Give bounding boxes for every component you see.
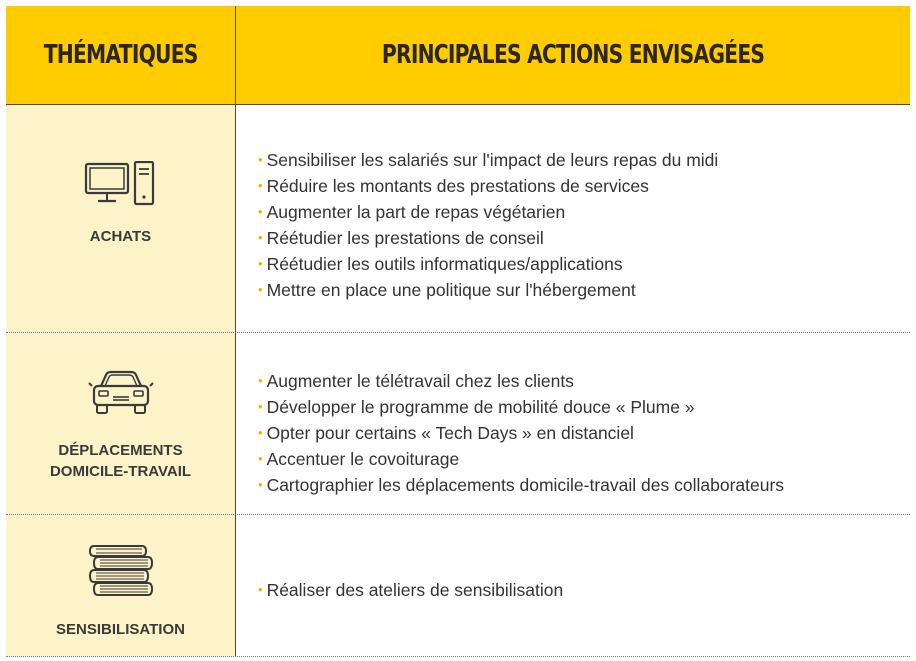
bullet-icon: • bbox=[258, 477, 263, 492]
theme-label: ACHATS bbox=[89, 228, 152, 245]
actions-table bbox=[6, 6, 910, 656]
books-icon bbox=[86, 542, 156, 600]
action-item: • Réétudier les prestations de conseil bbox=[258, 228, 544, 248]
computer-icon bbox=[84, 161, 158, 207]
bullet-icon: • bbox=[258, 373, 263, 388]
action-item: • Réaliser des ateliers de sensibilisation bbox=[258, 580, 564, 600]
action-item: • Développer le programme de mobilité douce « Plume » bbox=[258, 397, 695, 417]
actions-cell bbox=[236, 515, 910, 656]
bullet-icon: • bbox=[258, 582, 263, 597]
action-item: • Réétudier les outils informatiques/applications bbox=[258, 254, 623, 274]
action-item: • Augmenter la part de repas végétarien bbox=[258, 202, 566, 222]
actions-cell bbox=[236, 105, 910, 332]
bullet-icon: • bbox=[258, 399, 263, 414]
action-item: • Sensibiliser les salariés sur l'impact de leurs repas du midi bbox=[258, 150, 719, 170]
action-item: • Augmenter le télétravail chez les clients bbox=[258, 371, 574, 391]
bullet-icon: • bbox=[258, 256, 263, 271]
actions-cell bbox=[236, 333, 910, 514]
bullet-icon: • bbox=[258, 178, 263, 193]
action-item: • Opter pour certains « Tech Days » en distanciel bbox=[258, 423, 634, 443]
actions-list bbox=[258, 369, 784, 499]
table-row-achats bbox=[6, 105, 910, 332]
action-item: • Réduire les montants des prestations de services bbox=[258, 176, 649, 196]
header-actions-cell bbox=[236, 6, 910, 104]
bullet-icon: • bbox=[258, 451, 263, 466]
car-icon bbox=[88, 369, 154, 415]
bullet-icon: • bbox=[258, 282, 263, 297]
table-row-deplacements bbox=[6, 333, 910, 514]
theme-cell bbox=[6, 105, 236, 332]
bullet-icon: • bbox=[258, 230, 263, 245]
theme-cell bbox=[6, 515, 236, 656]
header-themes-label: THÉMATIQUES bbox=[43, 40, 198, 70]
action-item: • Mettre en place une politique sur l'hébergement bbox=[258, 280, 636, 300]
table-header bbox=[6, 6, 910, 105]
bullet-icon: • bbox=[258, 425, 263, 440]
theme-label-line1: DÉPLACEMENTS bbox=[58, 442, 183, 459]
bullet-icon: • bbox=[258, 204, 263, 219]
action-item: • Accentuer le covoiturage bbox=[258, 449, 460, 469]
theme-cell bbox=[6, 333, 236, 514]
header-actions-label: PRINCIPALES ACTIONS ENVISAGÉES bbox=[381, 40, 765, 70]
actions-list bbox=[258, 148, 718, 304]
theme-label-line2: DOMICILE-TRAVAIL bbox=[49, 463, 192, 480]
header-themes-cell bbox=[6, 6, 236, 104]
actions-list bbox=[258, 578, 563, 604]
bullet-icon: • bbox=[258, 152, 263, 167]
row-divider bbox=[6, 656, 910, 657]
action-item: • Cartographier les déplacements domicile-travail des collaborateurs bbox=[258, 475, 785, 495]
theme-label: SENSIBILISATION bbox=[56, 621, 185, 638]
table-row-sensibilisation bbox=[6, 515, 910, 656]
